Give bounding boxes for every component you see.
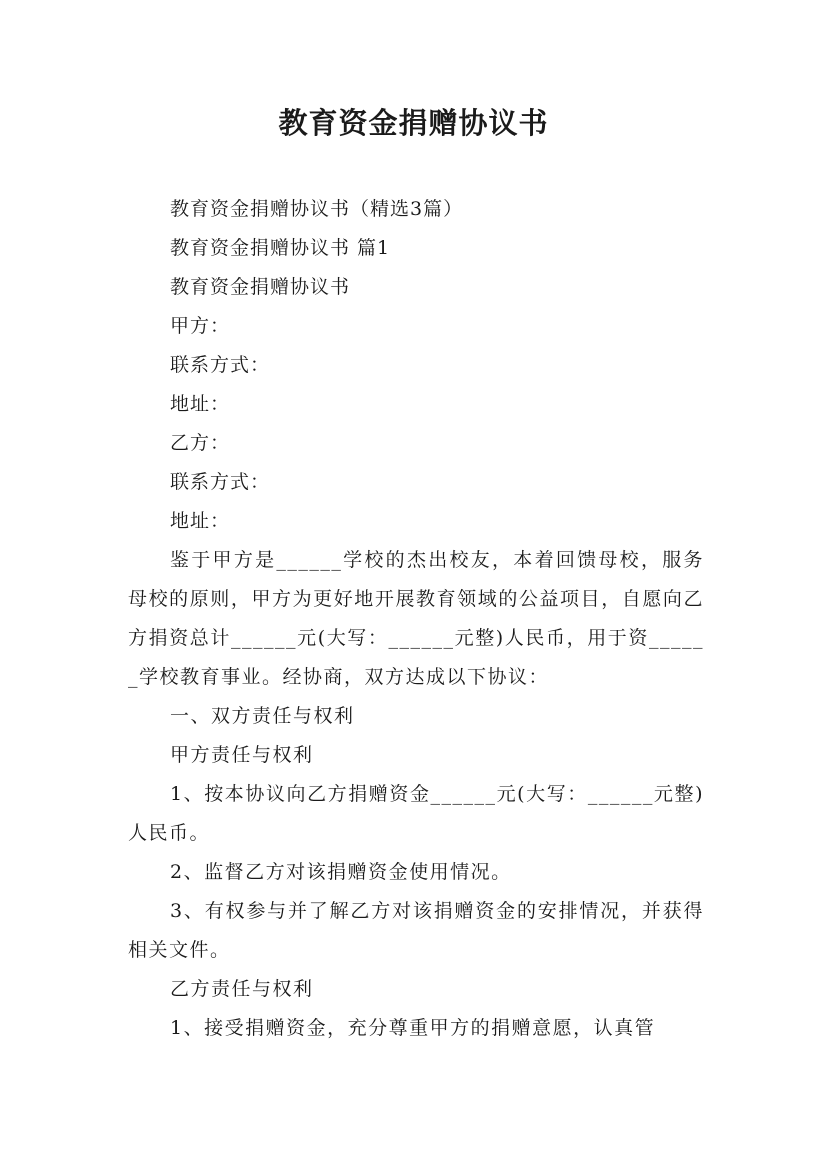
section-1-heading: 一、双方责任与权利 [170,705,355,727]
subtitle-line: 教育资金捐赠协议书（精选3篇） [170,198,464,220]
party-a-item-3: 3、有权参与并了解乙方对该捐赠资金的安排情况，并获得相关文件。 [128,900,704,961]
party-b-contact-label: 联系方式： [170,471,271,493]
party-a-contact-label: 联系方式： [170,354,271,376]
party-a-item-1: 1、按本协议向乙方捐赠资金______元(大写：______元整)人民币。 [128,783,704,844]
party-a-rights-heading: 甲方责任与权利 [170,744,314,766]
party-a-label: 甲方： [170,315,231,337]
party-a-address-label: 地址： [170,393,231,415]
document-body [128,190,704,1048]
intro-paragraph: 鉴于甲方是______学校的杰出校友，本着回馈母校，服务母校的原则，甲方为更好地开展教育领域的公益项目，自愿向乙方捐资总计______元(大写：______元整)人民币，用于资______学校教育事业。经协商，双方达成以下协议： [128,549,704,688]
party-b-label: 乙方： [170,432,231,454]
document-title: 教育资金捐赠协议书 [278,106,549,140]
party-a-item-2: 2、监督乙方对该捐赠资金使用情况。 [170,861,512,883]
party-b-rights-heading: 乙方责任与权利 [170,978,314,1000]
party-b-item-1: 1、接受捐赠资金，充分尊重甲方的捐赠意愿，认真管 [170,1017,656,1039]
section-heading-line: 教育资金捐赠协议书 篇1 [170,237,391,259]
party-b-address-label: 地址： [170,510,231,532]
agreement-name-line: 教育资金捐赠协议书 [170,276,351,298]
